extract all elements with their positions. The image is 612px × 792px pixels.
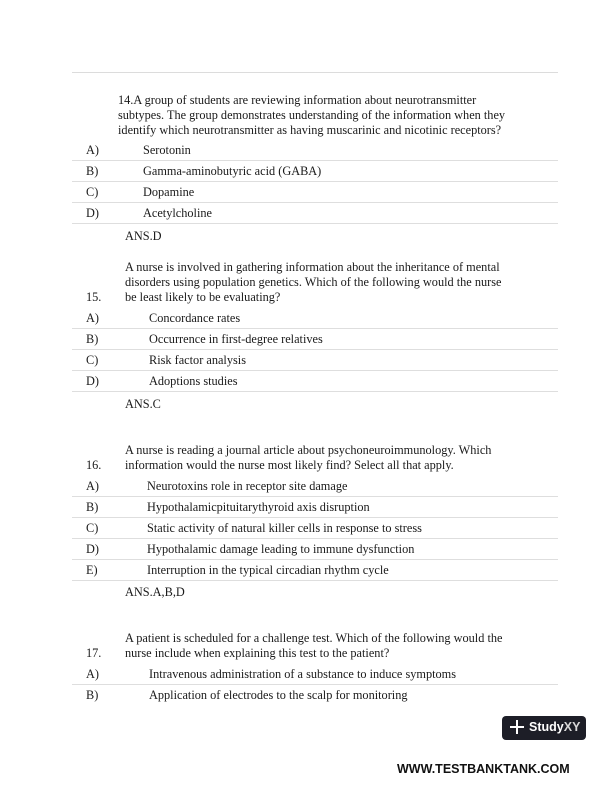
top-divider — [72, 72, 558, 73]
q14-option-b — [72, 161, 558, 182]
option-letter: C) — [86, 353, 99, 367]
q15-answer: ANS.C — [125, 397, 161, 411]
option-letter: D) — [86, 374, 99, 388]
option-letter: A) — [86, 311, 99, 325]
q17-option-b — [72, 685, 558, 706]
option-text: Acetylcholine — [143, 206, 212, 220]
option-letter: A) — [86, 143, 99, 157]
option-letter: A) — [86, 667, 99, 681]
q15-option-b — [72, 329, 558, 350]
question-15-number: 15. — [86, 290, 102, 304]
q15-option-a — [72, 308, 558, 329]
option-letter: C) — [86, 185, 99, 199]
option-text: Static activity of natural killer cells in response to stress — [147, 521, 422, 535]
option-letter: A) — [86, 479, 99, 493]
q17-option-a — [72, 664, 558, 685]
option-text: Hypothalamic damage leading to immune dysfunction — [147, 542, 415, 556]
option-text: Adoptions studies — [149, 374, 238, 388]
q16-option-c — [72, 518, 558, 539]
option-letter: B) — [86, 164, 99, 178]
q14-option-a — [72, 140, 558, 161]
question-15-stem: A nurse is involved in gathering information about the inheritance of mental disorders using population genetics. Which of the following would the nurse be least likely to be evaluating? — [125, 260, 502, 304]
option-letter: B) — [86, 332, 99, 346]
option-letter: D) — [86, 542, 99, 556]
plus-icon — [510, 720, 524, 734]
q16-option-a — [72, 476, 558, 497]
question-14-stem: 14.A group of students are reviewing information about neurotransmitter subtypes. The group demonstrates understanding of the information when they identify which neurotransmitter as having muscarinic and nicotinic receptors? — [118, 93, 506, 137]
option-text: Neurotoxins role in receptor site damage — [147, 479, 348, 493]
option-text: Hypothalamicpituitarythyroid axis disruption — [147, 500, 370, 514]
option-text: Application of electrodes to the scalp for monitoring — [149, 688, 408, 702]
option-text: Intravenous administration of a substance to induce symptoms — [149, 667, 457, 681]
option-text: Interruption in the typical circadian rhythm cycle — [147, 563, 389, 577]
footer-site-url[interactable]: WWW.TESTBANKTANK.COM — [397, 762, 570, 776]
question-16-number: 16. — [86, 458, 102, 472]
option-text: Risk factor analysis — [149, 353, 246, 367]
q16-option-e — [72, 560, 558, 581]
q16-option-d — [72, 539, 558, 560]
q14-answer: ANS.D — [125, 229, 162, 243]
q16-answer: ANS.A,B,D — [125, 585, 185, 599]
option-text: Serotonin — [143, 143, 191, 157]
option-text: Concordance rates — [149, 311, 241, 325]
q16-option-b — [72, 497, 558, 518]
option-text: Gamma-aminobutyric acid (GABA) — [143, 164, 322, 178]
option-letter: B) — [86, 500, 99, 514]
q14-option-c — [72, 182, 558, 203]
q15-option-d — [72, 371, 558, 392]
question-16-stem: A nurse is reading a journal article about psychoneuroimmunology. Which information would the nurse most likely find? Select all that apply. — [125, 443, 492, 472]
option-text: Dopamine — [143, 185, 195, 199]
q15-option-c — [72, 350, 558, 371]
option-letter: B) — [86, 688, 99, 702]
q14-option-d — [72, 203, 558, 224]
option-letter: D) — [86, 206, 99, 220]
studyxy-badge[interactable] — [502, 716, 586, 740]
option-letter: C) — [86, 521, 99, 535]
question-17-stem: A patient is scheduled for a challenge test. Which of the following would the nurse include when explaining this test to the patient? — [125, 631, 503, 660]
option-letter: E) — [86, 563, 98, 577]
studyxy-logo-text: StudyXY — [529, 720, 581, 734]
question-17-number: 17. — [86, 646, 102, 660]
option-text: Occurrence in first-degree relatives — [149, 332, 323, 346]
